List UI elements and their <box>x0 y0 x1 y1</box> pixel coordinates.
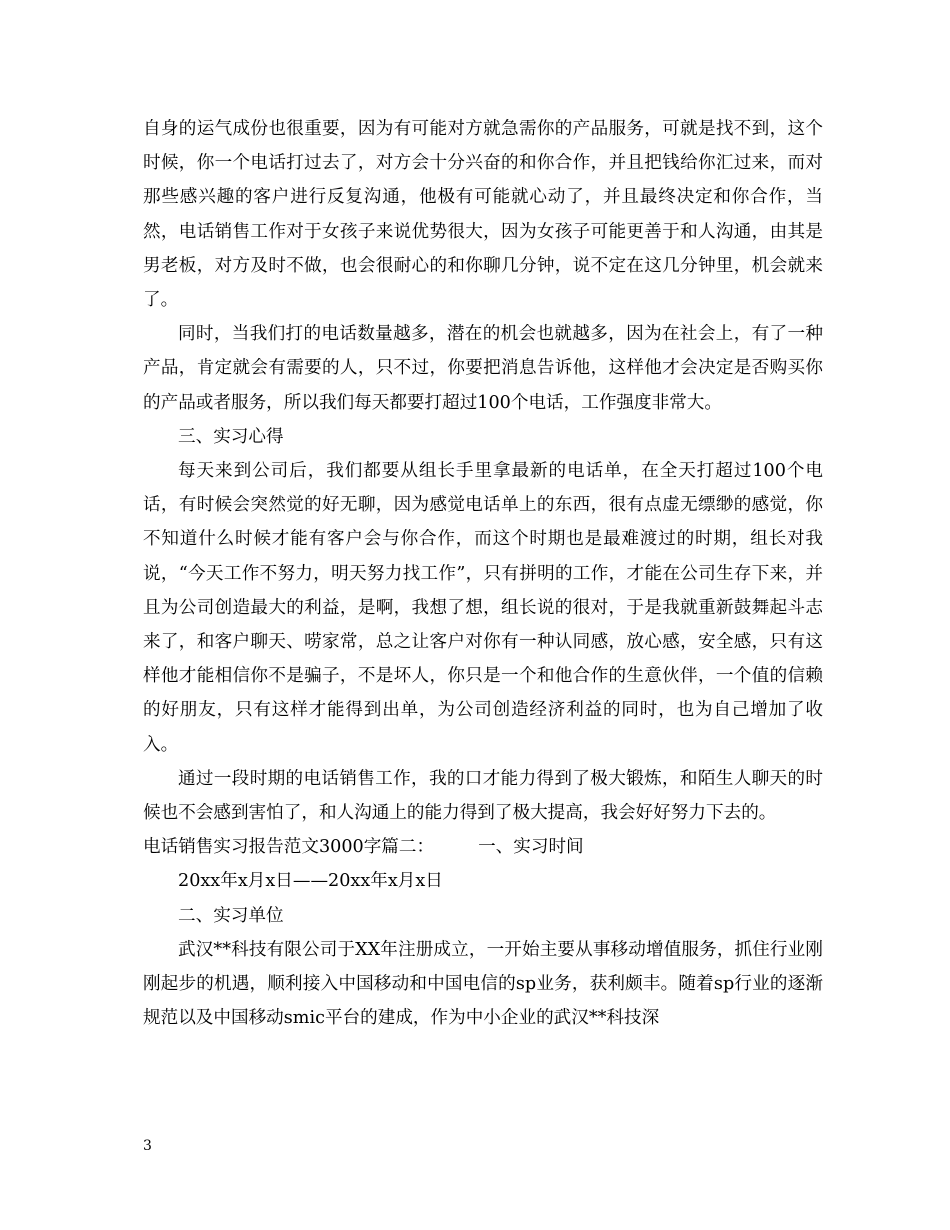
section-heading-internship-company: 二、实习单位 <box>178 905 284 926</box>
page-number: 3 <box>143 1138 152 1154</box>
paragraph-luck: 自身的运气成份也很重要，因为有可能对方就急需你的产品服务，可就是找不到，这个时候，你一个电话打过去了，对方会十分兴奋的和你合作，并且把钱给你汇过来，而对那些感兴趣的客户进行反复沟通，他极有可能就心动了，并且最终决定和你合作，当然，电话销售工作对于女孩子来说优势很大，因为女孩子可能更善于和人沟通，由其是男老板，对方及时不做，也会很耐心的和你聊几分钟，说不定在这几分钟里，机会就来了。 <box>143 119 823 311</box>
document-body <box>143 112 823 1035</box>
internship-dates: 20xx年x月x日——20xx年x月x日 <box>178 871 443 892</box>
paragraph-company-intro: 武汉**科技有限公司于XX年注册成立，一开始主要从事移动增值服务，抓住行业刚刚起步的机遇，顺利接入中国移动和中国电信的sp业务，获利颇丰。随着sp行业的逐渐规范以及中国移动smic平台的建成，作为中小企业的武汉**科技深 <box>143 939 823 1029</box>
article-two-title: 电话销售实习报告范文3000字篇二： 一、实习时间 <box>143 837 584 858</box>
paragraph-call-volume: 同时，当我们打的电话数量越多，潜在的机会也就越多，因为在社会上，有了一种产品，肯定就会有需要的人，只不过，你要把消息告诉他，这样他才会决定是否购买你的产品或者服务，所以我们每天都要打超过100个电话，工作强度非常大。 <box>143 324 823 413</box>
paragraph-skills-gained: 通过一段时期的电话销售工作，我的口才能力得到了极大锻炼，和陌生人聊天的时候也不会感到害怕了，和人沟通上的能力得到了极大提高，我会好好努力下去的。 <box>143 768 823 824</box>
paragraph-daily-work: 每天来到公司后，我们都要从组长手里拿最新的电话单，在全天打超过100个电话，有时候会突然觉的好无聊，因为感觉电话单上的东西，很有点虚无缥缈的感觉，你不知道什么时候才能有客户会与你合作，而这个时期也是最难渡过的时期，组长对我说，“今天工作不努力，明天努力找工作”，只有拼明的工作，才能在公司生存下来，并且为公司创造最大的利益，是啊，我想了想，组长说的很对，于是我就重新鼓舞起斗志来了，和客户聊天、唠家常，总之让客户对你有一种认同感，放心感，安全感，只有这样他才能相信你不是骗子，不是坏人，你只是一个和他合作的生意伙伴，一个值的信赖的好朋友，只有这样才能得到出单，为公司创造经济利益的同时，也为自己增加了收入。 <box>143 461 823 755</box>
section-heading-internship-insights: 三、实习心得 <box>178 426 284 447</box>
